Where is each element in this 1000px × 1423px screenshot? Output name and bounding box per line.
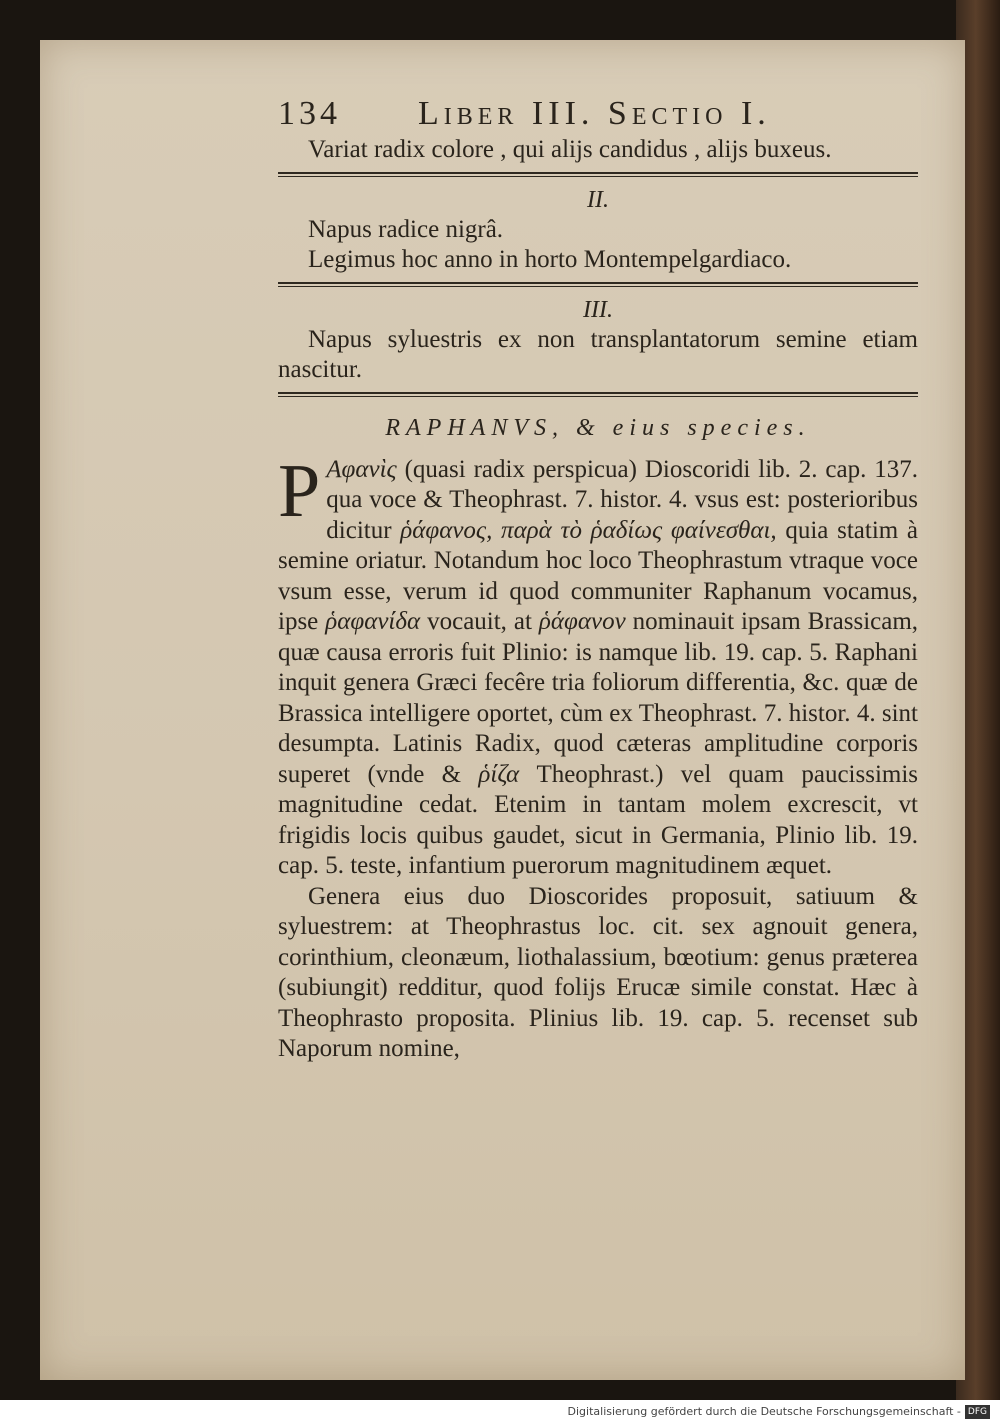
drop-cap: P — [278, 448, 321, 533]
greek-word: ῥίζα — [478, 760, 520, 788]
greek-word: ῥαφανίδα — [325, 608, 421, 635]
paragraph-text: Theophrast.) vel quam paucissimis magnitudine cedat. Etenim in tantam molem excrescit, vt frigidis locis quibus gaudet, sicut in Germania, Plinio lib. 19. cap. 5. teste, infantium puerorum magnitudinem æquet. — [278, 760, 919, 879]
paragraph-text: (quasi radix perspicua) Dioscoridi lib. 2. cap. 137. qua voce & Theophrast. 7. histor. 4. vsus est: posterioribus dicitur — [326, 455, 919, 544]
running-header — [278, 95, 918, 135]
page-number: 134 — [278, 95, 341, 132]
page-content — [278, 95, 918, 1065]
digitization-footer — [0, 1400, 1000, 1423]
divider-rule — [278, 282, 918, 287]
divider-rule — [278, 172, 918, 177]
chapter-heading: RAPHANVS, & eius species. — [385, 414, 811, 441]
running-title: Liber III. Sectio I. — [418, 95, 771, 132]
book-page — [40, 40, 965, 1380]
section-number-2: II. — [587, 186, 609, 213]
greek-word: ῥάφανον — [538, 608, 626, 635]
section-2-line-2: Legimus hoc anno in horto Montempelgardiaco. — [308, 246, 792, 273]
paragraph-text: vocauit, at — [427, 608, 532, 635]
top-text: Variat radix colore , qui alijs candidus , alijs buxeus. — [308, 136, 832, 163]
section-2-line-1: Napus radice nigrâ. — [308, 215, 504, 243]
paragraph-text: quia statim à semine oriatur. Notandum hoc loco Theophrastum vtraque voce vsum esse, verum id quod communiter Raphanum vocamus, ipse — [278, 516, 919, 635]
dfg-logo: DFG — [965, 1405, 990, 1419]
greek-word: Αφανὶς — [326, 455, 397, 483]
footer-text: Digitalisierung gefördert durch die Deutsche Forschungsgemeinschaft - — [567, 1405, 961, 1418]
main-paragraph-1 — [278, 448, 919, 882]
section-3-line-1: Napus syluestris ex non transplantatorum semine etiam nascitur. — [278, 325, 918, 383]
divider-rule — [278, 392, 918, 397]
section-number-3: III. — [583, 296, 613, 323]
paragraph-text: nominauit ipsam Brassicam, quæ causa erroris fuit Plinio: is namque lib. 19. cap. 5. Raphani inquit genera Græci fecêre tria foliorum differentia, &c. quæ de Brassica intelligere oportet, cùm ex Theophrast. 7. histor. 4. sint desumpta. Latinis Radix, quod cæteras amplitudine corporis superet (vnde & — [278, 608, 919, 788]
greek-phrase: ῥάφανος, παρὰ τὸ ῥαδίως φαίνεσθαι, — [400, 516, 777, 544]
main-paragraph-2: Genera eius duo Dioscorides proposuit, satiuum & syluestrem: at Theophrastus loc. cit. sex agnouit genera, corinthium, cleonæum, liothalassium, bœotium: genus præterea (subiungit) redditur, quod folijs Erucæ simile constat. Hæc à Theophrasto proposita. Plinius lib. 19. cap. 5. recenset sub Naporum nomine, — [278, 882, 918, 1062]
